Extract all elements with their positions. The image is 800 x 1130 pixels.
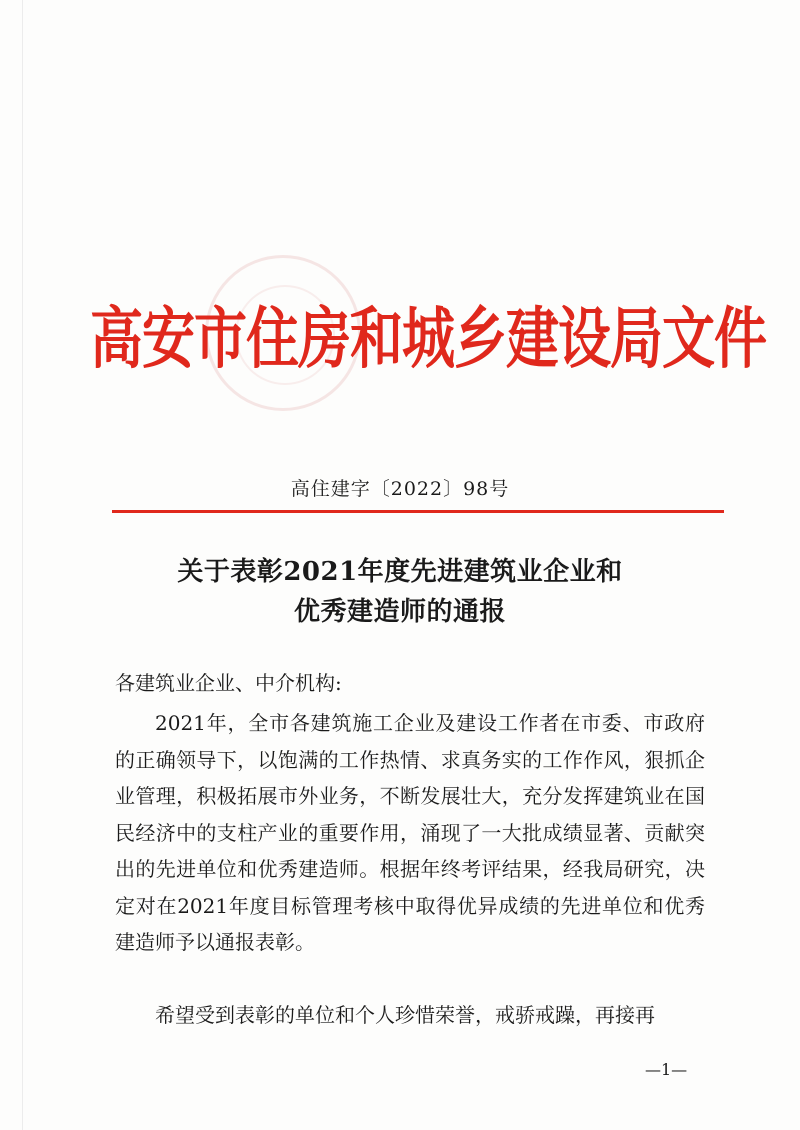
- page-number: —1—: [645, 1060, 688, 1079]
- body-paragraph: 2021年，全市各建筑施工企业及建设工作者在市委、市政府的正确领导下，以饱满的工作热情、求真务实的工作作风，狠抓企业管理，积极拓展市外业务，不断发展壮大，充分发挥建筑业在国民经济中的支柱产业的重要作用，涌现了一大批成绩显著、贡献突出的先进单位和优秀建造师。根据年终考评结果，经我局研究，决定对在2021年度目标管理考核中取得优异成绩的先进单位和优秀建造师予以通报表彰。: [115, 711, 705, 954]
- document-title-line-2: 优秀建造师的通报: [293, 597, 506, 627]
- document-number: 高住建字〔2022〕98号: [290, 478, 510, 500]
- document-title-line-1: 关于表彰2021年度先进建筑业企业和: [177, 557, 623, 587]
- document-body: [115, 705, 705, 1033]
- bleed-through-text: [150, 128, 710, 147]
- red-separator-line: [112, 510, 724, 513]
- bleed-through-text: [150, 168, 710, 187]
- issuing-authority-header: 高安市住房和城乡建设局文件: [90, 301, 766, 378]
- salutation: 各建筑业企业、中介机构:: [115, 671, 342, 695]
- document-title: [0, 552, 800, 632]
- body-paragraph: 希望受到表彰的单位和个人珍惜荣誉，戒骄戒躁，再接再: [155, 1002, 655, 1027]
- bleed-through-text: [150, 205, 710, 224]
